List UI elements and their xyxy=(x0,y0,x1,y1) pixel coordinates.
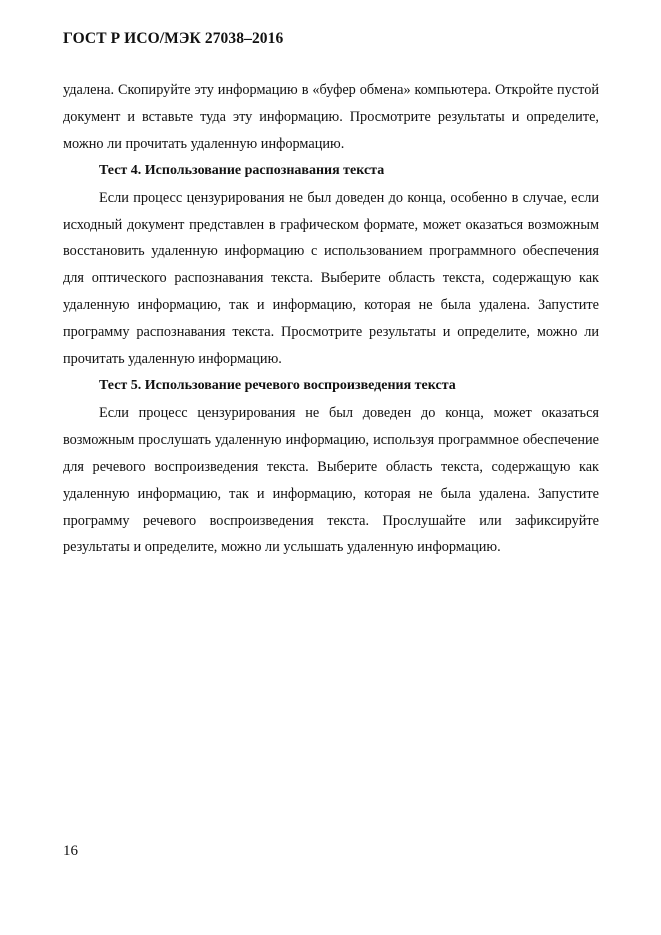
paragraph-test-4: Если процесс цензурирования не был доведен до конца, особенно в случае, если исходный документ представлен в графическом формате, может оказаться возможным восстановить удаленную информацию с использованием программного обеспечения для оптического распознавания текста. Выберите область текста, содержащую как удаленную информацию, так и информацию, которая не была удалена. Запустите программу распознавания текста. Просмотрите результаты и определите, можно ли прочитать удаленную информацию. xyxy=(63,189,599,368)
section-heading-test-4: Тест 4. Использование распознавания текста xyxy=(99,162,385,178)
paragraph-continuation: удалена. Скопируйте эту информацию в «буфер обмена» компьютера. Откройте пустой документ и вставьте туда эту информацию. Просмотрите результаты и определите, можно ли прочитать удаленную информацию. xyxy=(63,82,599,152)
page-number: 16 xyxy=(63,843,78,859)
document-body xyxy=(63,77,599,561)
document-header: ГОСТ Р ИСО/МЭК 27038–2016 xyxy=(63,30,284,47)
section-heading-test-5: Тест 5. Использование речевого воспроизведения текста xyxy=(99,377,456,393)
paragraph-test-5: Если процесс цензурирования не был доведен до конца, может оказаться возможным прослушать удаленную информацию, используя программное обеспечение для речевого воспроизведения текста. Выберите область текста, содержащую как удаленную информацию, так и информацию, которая не была удалена. Запустите программу речевого воспроизведения текста. Прослушайте или зафиксируйте результаты и определите, можно ли услышать удаленную информацию. xyxy=(63,404,599,556)
